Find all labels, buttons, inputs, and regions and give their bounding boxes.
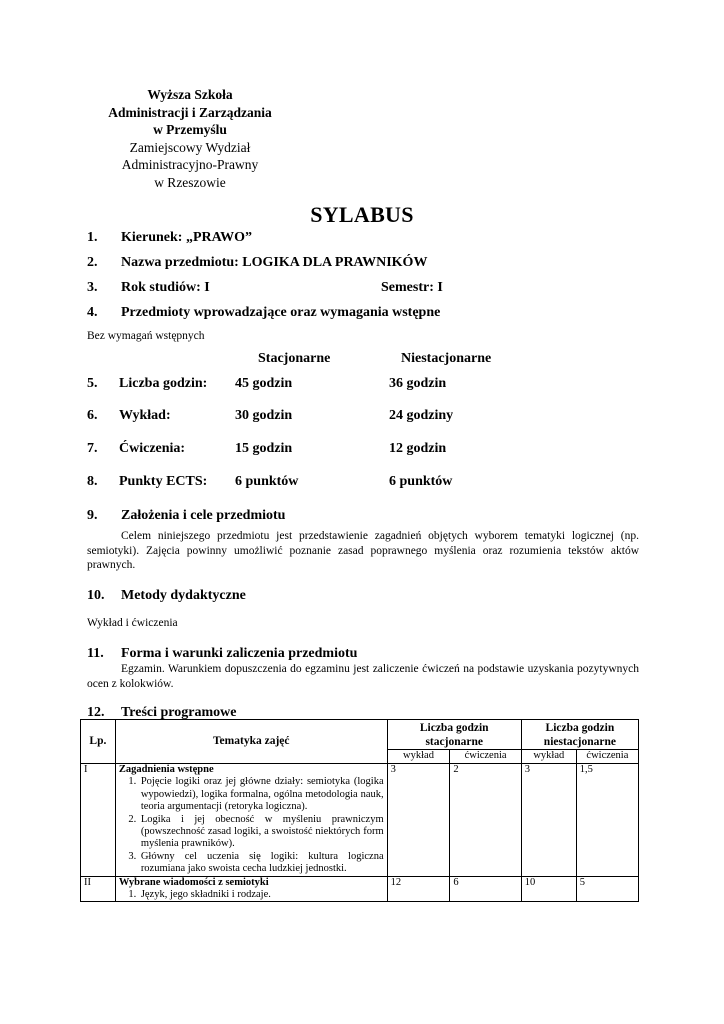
niestac-cwiczenia: 5 xyxy=(576,876,638,902)
row-topic-cell xyxy=(115,764,387,877)
list-item: 1. Język, jego składniki i rodzaje. xyxy=(139,889,384,901)
item-number: 7. xyxy=(87,441,98,456)
header-cwiczenia: ćwiczenia xyxy=(576,750,638,764)
topic-list xyxy=(119,889,384,901)
header-cwiczenia: ćwiczenia xyxy=(450,750,521,764)
faculty-line: w Rzeszowie xyxy=(154,174,226,190)
item-number: 9. xyxy=(87,508,98,523)
niestac-wyklad: 3 xyxy=(521,764,576,877)
row-lp: II xyxy=(81,876,116,902)
topic-list xyxy=(119,776,384,875)
hours-niestac: 6 punktów xyxy=(389,474,453,489)
header-niestacjonarne: Liczba godzin niestacjonarne xyxy=(521,720,638,750)
item-number: 1. xyxy=(87,230,98,245)
hours-niestac: 36 godzin xyxy=(389,376,447,391)
hours-label: Punkty ECTS: xyxy=(119,474,208,489)
list-item: 3. Główny cel uczenia się logiki: kultura logiczna rozumiana jako swoista cecha ludzkiej jednostki. xyxy=(139,851,384,876)
section-heading: Forma i warunki zaliczenia przedmiotu xyxy=(121,646,358,661)
stac-cwiczenia: 2 xyxy=(450,764,521,877)
row-lp: I xyxy=(81,764,116,877)
row-topic: Wybrane wiadomości z semiotyki xyxy=(118,876,269,888)
hours-niestac: 12 godzin xyxy=(389,441,447,456)
document-title: SYLABUS xyxy=(310,202,414,227)
section-heading: Założenia i cele przedmiotu xyxy=(121,508,286,523)
niestac-wyklad: 10 xyxy=(521,876,576,902)
hours-niestac: 24 godziny xyxy=(389,408,454,423)
item-number: 8. xyxy=(87,474,98,489)
section-text: Celem niniejszego przedmiotu jest przedstawienie zagadnień objętych wyborem tematyki logicznej (np. semiotyki). Zajęcia powinny umożliwić poznanie zasad poprawnego myślenia oraz rozumienia tekstów aktów prawnych. xyxy=(87,530,639,571)
header-lp: Lp. xyxy=(81,720,116,764)
hours-label: Ćwiczenia: xyxy=(119,441,186,456)
item-number: 3. xyxy=(87,280,98,295)
program-table xyxy=(80,719,639,902)
row-topic: Zagadnienia wstępne xyxy=(118,764,214,775)
course-name: Nazwa przedmiotu: LOGIKA DLA PRAWNIKÓW xyxy=(121,255,428,270)
semester: Semestr: I xyxy=(381,280,443,295)
institution-line: w Przemyślu xyxy=(153,122,227,137)
item-number: 12. xyxy=(87,705,105,720)
niestac-cwiczenia: 1,5 xyxy=(576,764,638,877)
list-item: 1. Pojęcie logiki oraz jej główne działy: semiotyka (logika wypowiedzi), logika formalna, ogólna metodologia nauk, teoria argumentacji (retoryka logiczna). xyxy=(139,776,384,813)
item-number: 4. xyxy=(87,305,98,320)
item-number: 6. xyxy=(87,408,98,423)
list-item: 2. Logika i jej obecność w myśleniu prawniczym (powszechność zasad logiki, a swoistość niektórych form myślenia prawników). xyxy=(139,814,384,851)
hours-label: Liczba godzin: xyxy=(119,376,208,391)
hours-label: Wykład: xyxy=(119,408,171,423)
prerequisites-text: Bez wymagań wstępnych xyxy=(87,330,205,342)
prerequisites-heading: Przedmioty wprowadzające oraz wymagania wstępne xyxy=(121,305,441,320)
item-number: 10. xyxy=(87,588,105,603)
item-number: 11. xyxy=(87,646,104,661)
section-heading: Metody dydaktyczne xyxy=(121,588,246,603)
header-stacjonarne: Liczba godzin stacjonarne xyxy=(387,720,521,750)
stac-wyklad: 12 xyxy=(387,876,450,902)
item-number: 5. xyxy=(87,376,98,391)
item-number: 2. xyxy=(87,255,98,270)
institution-header xyxy=(80,86,300,191)
col-stacjonarne: Stacjonarne xyxy=(258,351,331,366)
section-text: Wykład i ćwiczenia xyxy=(87,617,178,629)
header-wyklad: wykład xyxy=(521,750,576,764)
header-wyklad: wykład xyxy=(387,750,450,764)
section-text: Egzamin. Warunkiem dopuszczenia do egzaminu jest zaliczenie ćwiczeń na podstawie uzyskania pozytywnych ocen z kolokwiów. xyxy=(87,663,639,690)
hours-stac: 30 godzin xyxy=(235,408,293,423)
stac-cwiczenia: 6 xyxy=(450,876,521,902)
faculty-line: Administracyjno-Prawny xyxy=(121,157,259,172)
study-year: Rok studiów: I xyxy=(121,280,210,295)
table-row xyxy=(81,876,639,902)
institution-line: Wyższa Szkoła xyxy=(147,87,233,102)
kierunek: Kierunek: „PRAWO” xyxy=(121,230,253,245)
col-niestacjonarne: Niestacjonarne xyxy=(401,351,492,366)
table-row xyxy=(81,764,639,877)
stac-wyklad: 3 xyxy=(387,764,450,877)
hours-stac: 15 godzin xyxy=(235,441,293,456)
faculty-line: Zamiejscowy Wydział xyxy=(129,139,251,155)
hours-stac: 45 godzin xyxy=(235,376,293,391)
section-heading: Treści programowe xyxy=(121,705,237,720)
header-tematyka: Tematyka zajęć xyxy=(115,720,387,764)
institution-line: Administracji i Zarządzania xyxy=(108,104,272,120)
hours-stac: 6 punktów xyxy=(235,474,299,489)
row-topic-cell xyxy=(115,876,387,902)
